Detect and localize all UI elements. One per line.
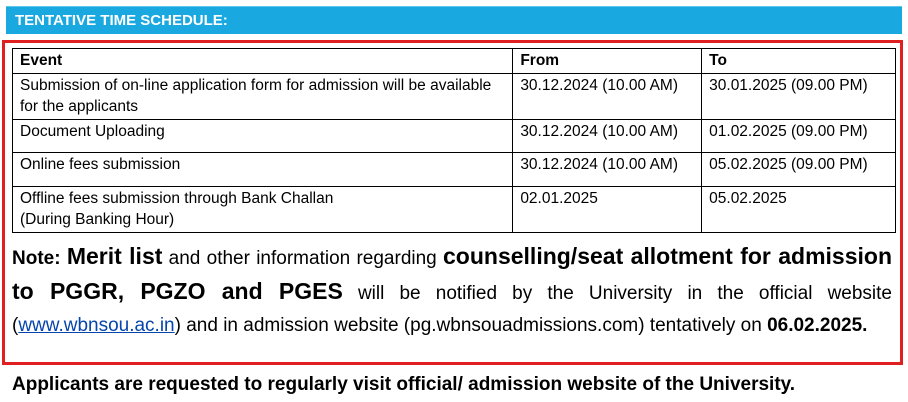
from-cell: 30.12.2024 (10.00 AM): [513, 120, 702, 153]
table-row: [13, 153, 896, 187]
table-header-row: [13, 49, 896, 74]
event-cell: [13, 187, 513, 233]
merit-list-text: Merit list: [66, 243, 163, 269]
footer-notice: Applicants are requested to regularly visit official/ admission website of the University.: [12, 374, 796, 395]
event-cell: Submission of on-line application form for admission will be available for the applicants: [13, 74, 513, 120]
notification-date: 06.02.2025.: [767, 315, 868, 336]
section-header: [6, 6, 902, 34]
note-text: ) and in admission website (pg.wbnsouadmissions.com) tentatively on: [174, 315, 768, 336]
table-row: [13, 74, 896, 120]
column-header-to: To: [702, 49, 896, 74]
to-cell: 01.02.2025 (09.00 PM): [702, 120, 896, 153]
from-cell: 30.12.2024 (10.00 AM): [513, 74, 702, 120]
note-text: and other information regarding: [162, 248, 444, 269]
table-row: [13, 120, 896, 153]
from-cell: 02.01.2025: [513, 187, 702, 233]
counselling-text: counselling/seat allotment for admission to PGGR, PGZO and PGES: [12, 243, 893, 304]
event-subtext: (During Banking Hour): [20, 211, 175, 228]
university-website-link[interactable]: www.wbnsou.ac.in: [18, 315, 175, 336]
note-paragraph: [12, 240, 892, 342]
table-row: [13, 187, 896, 233]
to-cell: 05.02.2025: [702, 187, 896, 233]
event-cell: Document Uploading: [13, 120, 513, 153]
column-header-event: Event: [13, 49, 513, 74]
note-text: will be notified by the University in the official website (: [12, 283, 892, 336]
note-label: Note:: [12, 248, 61, 269]
to-cell: 05.02.2025 (09.00 PM): [702, 153, 896, 187]
to-cell: 30.01.2025 (09.00 PM): [702, 74, 896, 120]
column-header-from: From: [513, 49, 702, 74]
section-title: TENTATIVE TIME SCHEDULE:: [15, 12, 228, 29]
event-cell: Online fees submission: [13, 153, 513, 187]
schedule-table: [12, 48, 896, 233]
event-text: Offline fees submission through Bank Challan: [20, 190, 334, 207]
from-cell: 30.12.2024 (10.00 AM): [513, 153, 702, 187]
